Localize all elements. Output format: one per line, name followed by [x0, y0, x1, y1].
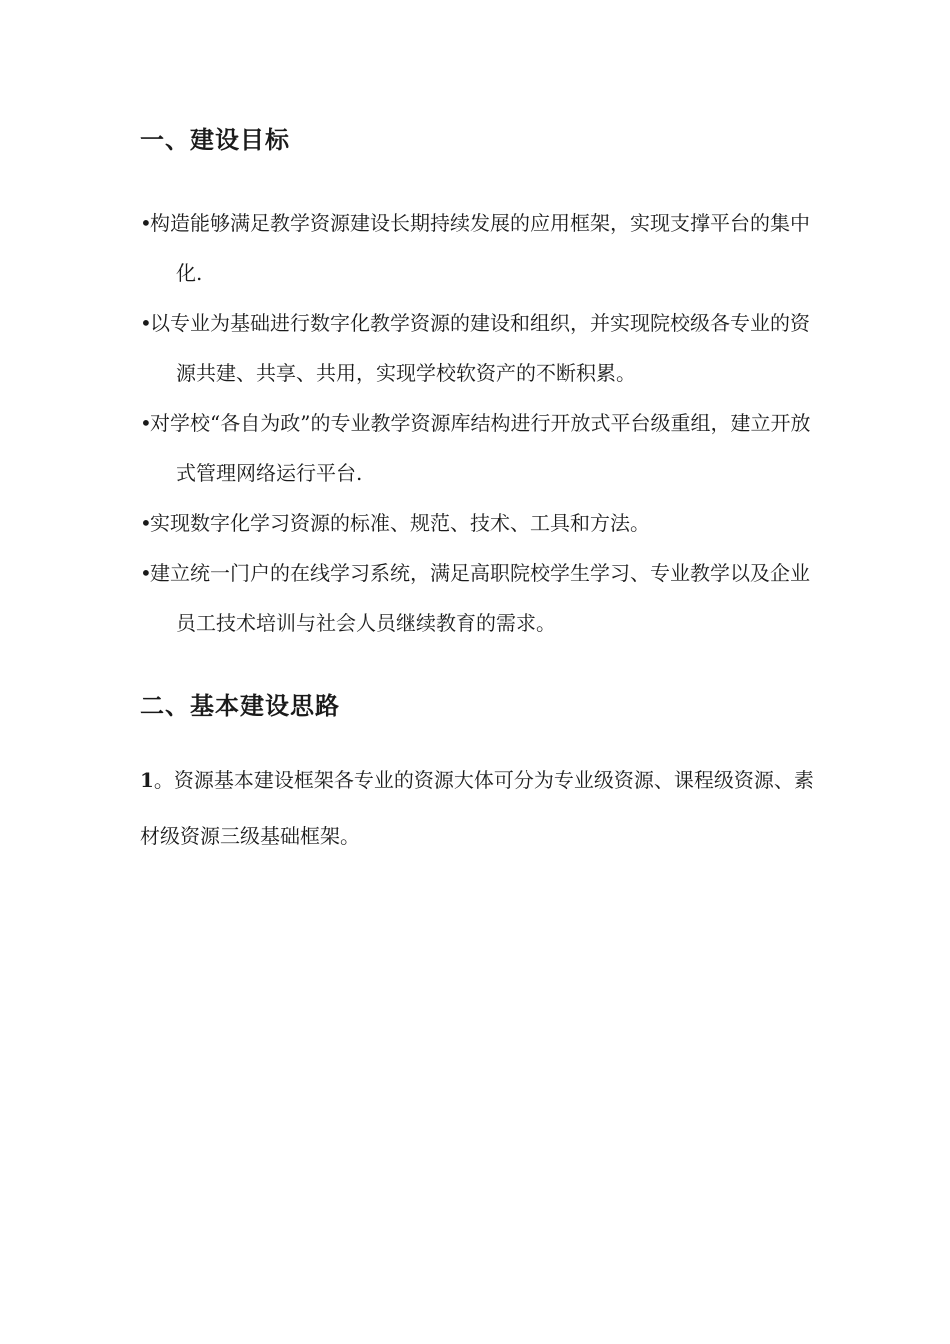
list-item	[140, 398, 820, 498]
bullet-icon: •	[140, 311, 152, 335]
section-heading-approach: 二、基本建设思路	[140, 692, 340, 720]
bullet-icon: •	[140, 411, 152, 435]
bullet-text: 以专业为基础进行数字化教学资源的建设和组织，并实现院校级各专业的资源共建、共享、共用，实现学校软资产的不断积累。	[150, 311, 810, 385]
approach-paragraph	[140, 752, 820, 864]
paragraph-number: 1	[140, 768, 154, 792]
list-item	[140, 298, 820, 398]
bullet-text: 实现数字化学习资源的标准、规范、技术、工具和方法。	[150, 511, 650, 535]
list-item	[140, 498, 820, 548]
goals-bullet-list	[140, 198, 820, 648]
bullet-text: 构造能够满足教学资源建设长期持续发展的应用框架，实现支撑平台的集中化.	[150, 211, 810, 285]
bullet-icon: •	[140, 561, 152, 585]
bullet-icon: •	[140, 211, 152, 235]
bullet-icon: •	[140, 511, 152, 535]
bullet-text: 建立统一门户的在线学习系统，满足高职院校学生学习、专业教学以及企业员工技术培训与社会人员继续教育的需求。	[150, 561, 810, 635]
paragraph-text: 。资源基本建设框架各专业的资源大体可分为专业级资源、课程级资源、素材级资源三级基础框架。	[140, 768, 814, 848]
bullet-text: 对学校“各自为政”的专业教学资源库结构进行开放式平台级重组，建立开放式管理网络运行平台.	[150, 411, 811, 485]
list-item	[140, 198, 820, 298]
section-heading-goals: 一、建设目标	[140, 126, 290, 154]
list-item	[140, 548, 820, 648]
